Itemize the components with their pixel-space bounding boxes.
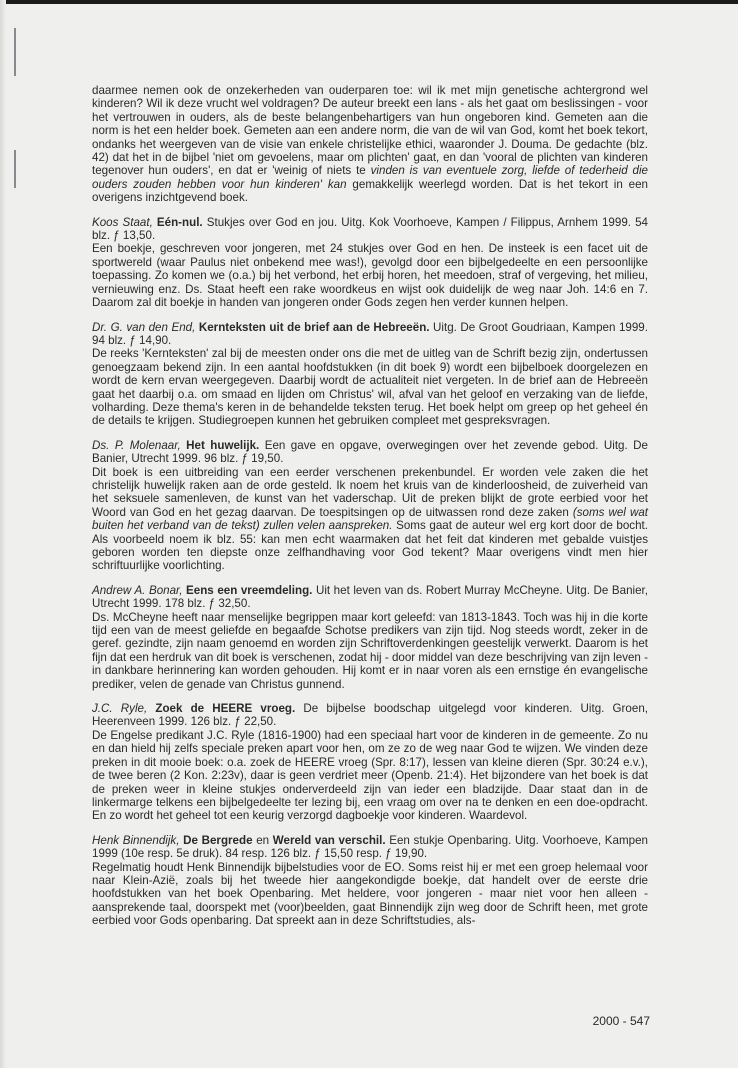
review-biblio: Een stukje Openbaring. Uitg. Voorhoeve, Kampen 1999 (10e resp. 5e druk). 84 resp. 126 blz. ƒ 15,50 resp. ƒ 19,90.: [92, 833, 648, 861]
review-author: Koos Staat,: [92, 215, 153, 229]
review-biblio: Uit het leven van ds. Robert Murray McCheyne. Uitg. De Banier, Utrecht 1999. 178 blz. ƒ 32,50.: [92, 583, 648, 611]
margin-tick: [14, 150, 16, 188]
margin-tick: [14, 28, 16, 76]
intro-text: daarmee nemen ook de onzekerheden van ouderparen toe: wil ik met mijn genetische achtergrond wel kinderen? Wil ik deze vrucht wel voldragen? De auteur breekt een lans - als het gaat om beslissingen - voor het vertrouwen in ouders, als de beste belangenbehartigers van hun ongeboren kind. Gemeten aan die norm is het een helder boek. Gemeten aan een andere norm, die van de wil van God, komt het boek tekort, ondanks het weergeven van de visie van enkele christelijke ethici, waaronder J. Douma. De gedachte (blz. 42) dat het in de bijbel 'niet om gevoelens, maar om plichten' gaat, en dan 'vooral de plichten van kinderen tegenover hun ouders', en dat er 'weinig of niets te: [92, 84, 648, 178]
review-title: Kernteksten uit de brief aan de Hebreeën.: [198, 320, 430, 334]
review-title-second: Wereld van verschil.: [272, 833, 386, 847]
review-van-den-end: [92, 321, 648, 428]
review-text: De reeks 'Kernteksten' zal bij de meesten onder ons die met de uitleg van de Schrift bezig zijn, ondertussen genoegzaam bekend zijn. In een aantal hoofdstukken (in dit boek 9) wordt een bijbelboek doorgelezen en wordt de kern ervan weergegeven. Daarbij wordt de actualiteit niet vergeten. In de brief aan de Hebreeën gaat het daarbij o.a. om smaad en lijden om Christus' wil, afval van het geloof en verzaking van de liefde, volharding. Deze thema's keren in de behandelde teksten terug. Het boek helpt om greep op het geheel én de details te krijgen. Studiegroepen kunnen het gebruiken compleet met gespreksvragen.: [92, 347, 648, 428]
review-author: Dr. G. van den End,: [92, 320, 196, 334]
review-text: Regelmatig houdt Henk Binnendijk bijbelstudies voor de EO. Soms reist hij er met een groep helemaal voor naar Klein-Azië, zoals bij het tweede hier aangekondigde boekje, dat handelt over de eerste drie hoofdstukken van het boek Openbaring. Met heldere, voor jongeren - maar niet voor hen alleen - aansprekende taal, doorspekt met (voor)beelden, gaat Binnendijk zijn weg door de Schrift heen, met grote eerbied voor Gods openbaring. Dat spreekt aan in deze Schriftstudies, als-: [92, 860, 648, 928]
scan-top-edge: [0, 0, 738, 4]
review-text: Een boekje, geschreven voor jongeren, met 24 stukjes over God en hen. De insteek is een facet uit de sportwereld (waar Paulus niet onbekend mee was!), gevolgd door een bijbelgedeelte en een persoonlijke toepassing. Zo komen we (o.a.) bij het verbond, het erbij horen, het meedoen, straf of vergeving, het milieu, vernieuwing enz. Ds. Staat heeft een rake woordkeus en wijst ook duidelijk de weg naar Joh. 14:6 en 7. Daarom zal dit boekje in handen van jongeren onder Gods zegen hen verder kunnen helpen.: [92, 242, 648, 310]
article-body: [92, 84, 648, 928]
review-biblio: De bijbelse boodschap uitgelegd voor kinderen. Uitg. Groen, Heerenveen 1999. 126 blz. ƒ 22,50.: [92, 702, 648, 729]
scan-left-edge: [0, 0, 6, 1068]
review-title: Zoek de HEERE vroeg.: [155, 702, 296, 716]
review-title: Eens een vreemdeling.: [186, 583, 313, 597]
review-title: De Bergrede: [183, 833, 253, 847]
intro-paragraph: [92, 84, 648, 205]
review-text: De Engelse predikant J.C. Ryle (1816-1900) had een speciaal hart voor de kinderen in de gemeente. Zo nu en dan hield hij zelfs speciale preken apart voor hen, om ze zo de weg naar God te wijzen. We vinden deze preken in dit mooie boek: o.a. zoek de HEERE vroeg (Spr. 8:17), lessen van kleine dieren (Spr. 30:24 e.v.), de twee beren (2 Kon. 2:23v), daar is geen verdriet meer (Openb. 21:4). Het bijzondere van het boek is dat de preken weer in kleine stukjes onderverdeeld zijn van ieder een bladzijde. Daar staat dan in de linkermarge telkens een bijbelgedeelte ter lezing bij, een vraag om over na te denken en een doe-opdracht. En zo wordt het geheel tot een keurig verzorgd dagboekje voor kinderen. Waardevol.: [92, 728, 648, 823]
intro-text-end: gemakkelijk weerlegd worden. Dat is het tekort in een overigens inzichtgevend boek.: [92, 177, 648, 205]
review-bonar: [92, 584, 648, 691]
review-ryle: [92, 702, 648, 823]
review-title: Eén-nul.: [156, 215, 203, 229]
review-author: Andrew A. Bonar,: [92, 583, 183, 597]
review-text: Dit boek is een uitbreiding van een eerder verschenen prekenbundel. Er worden vele zaken die het christelijk huwelijk raken aan de orde gesteld. Ik noem het kruis van de kinderloosheid, de zuiverheid van het seksuele samenleven, de kunst van het vaderschap. Uit de preken blijkt de grote eerbied voor het Woord van God en het gezag daarvan. De toespitsingen op de uitwassen rond deze zaken: [92, 465, 648, 519]
review-binnendijk: [92, 834, 648, 928]
review-molenaar: [92, 439, 648, 573]
review-author: Ds. P. Molenaar,: [92, 438, 181, 452]
review-biblio: Stukjes over God en jou. Uitg. Kok Voorhoeve, Kampen / Filippus, Arnhem 1999. 54 blz. ƒ 13,50.: [92, 215, 648, 243]
intro-quote: vinden is van eventuele zorg, liefde of tederheid die ouders zouden hebben voor hun kinderen' kan: [92, 164, 648, 191]
margin-ticks: [14, 0, 18, 1068]
review-title-separator: en: [256, 833, 270, 847]
review-staat: [92, 216, 648, 310]
review-author: Henk Binnendijk,: [92, 833, 180, 847]
page-number: 2000 - 547: [592, 1014, 650, 1028]
review-text-end: Soms gaat de auteur wel erg kort door de bocht. Als voorbeeld noem ik blz. 55: kan men echt waarmaken dat het feit dat kinderen met gebalde vuistjes geboren worden ten diepste onze zelfhandhaving voor God tekent? Maar overigens vindt men hier schriftuurlijke voorlichting.: [92, 519, 648, 573]
review-text-quote: (soms wel wat buiten het verband van de tekst) zullen velen aanspreken.: [92, 505, 648, 533]
review-biblio: Uitg. De Groot Goudriaan, Kampen 1999. 94 blz. ƒ 14,90.: [92, 320, 648, 347]
review-author: J.C. Ryle,: [92, 702, 148, 716]
review-text: Ds. McCheyne heeft naar menselijke begrippen maar kort geleefd: van 1813-1843. Toch was hij in die korte tijd een van de meest geliefde en begaafde Schotse predikers van zijn tijd. Nog steeds wordt, zeker in de geref. gezindte, zijn naam genoemd en worden zijn Schriftoverdenkingen geestelijk verwerkt. Daarom is het fijn dat een herdruk van dit boek is verschenen, zodat hij - door middel van deze beschrijving van zijn leven - in dankbare herinnering kan worden gehouden. Hij komt er in naar voren als een ernstige én evangelische prediker, velen de genade van Christus gunnend.: [92, 610, 648, 691]
review-biblio: Een gave en opgave, overwegingen over het zevende gebod. Uitg. De Banier, Utrecht 1999. 96 blz. ƒ 19,50.: [92, 438, 648, 466]
review-title: Het huwelijk.: [186, 438, 260, 452]
